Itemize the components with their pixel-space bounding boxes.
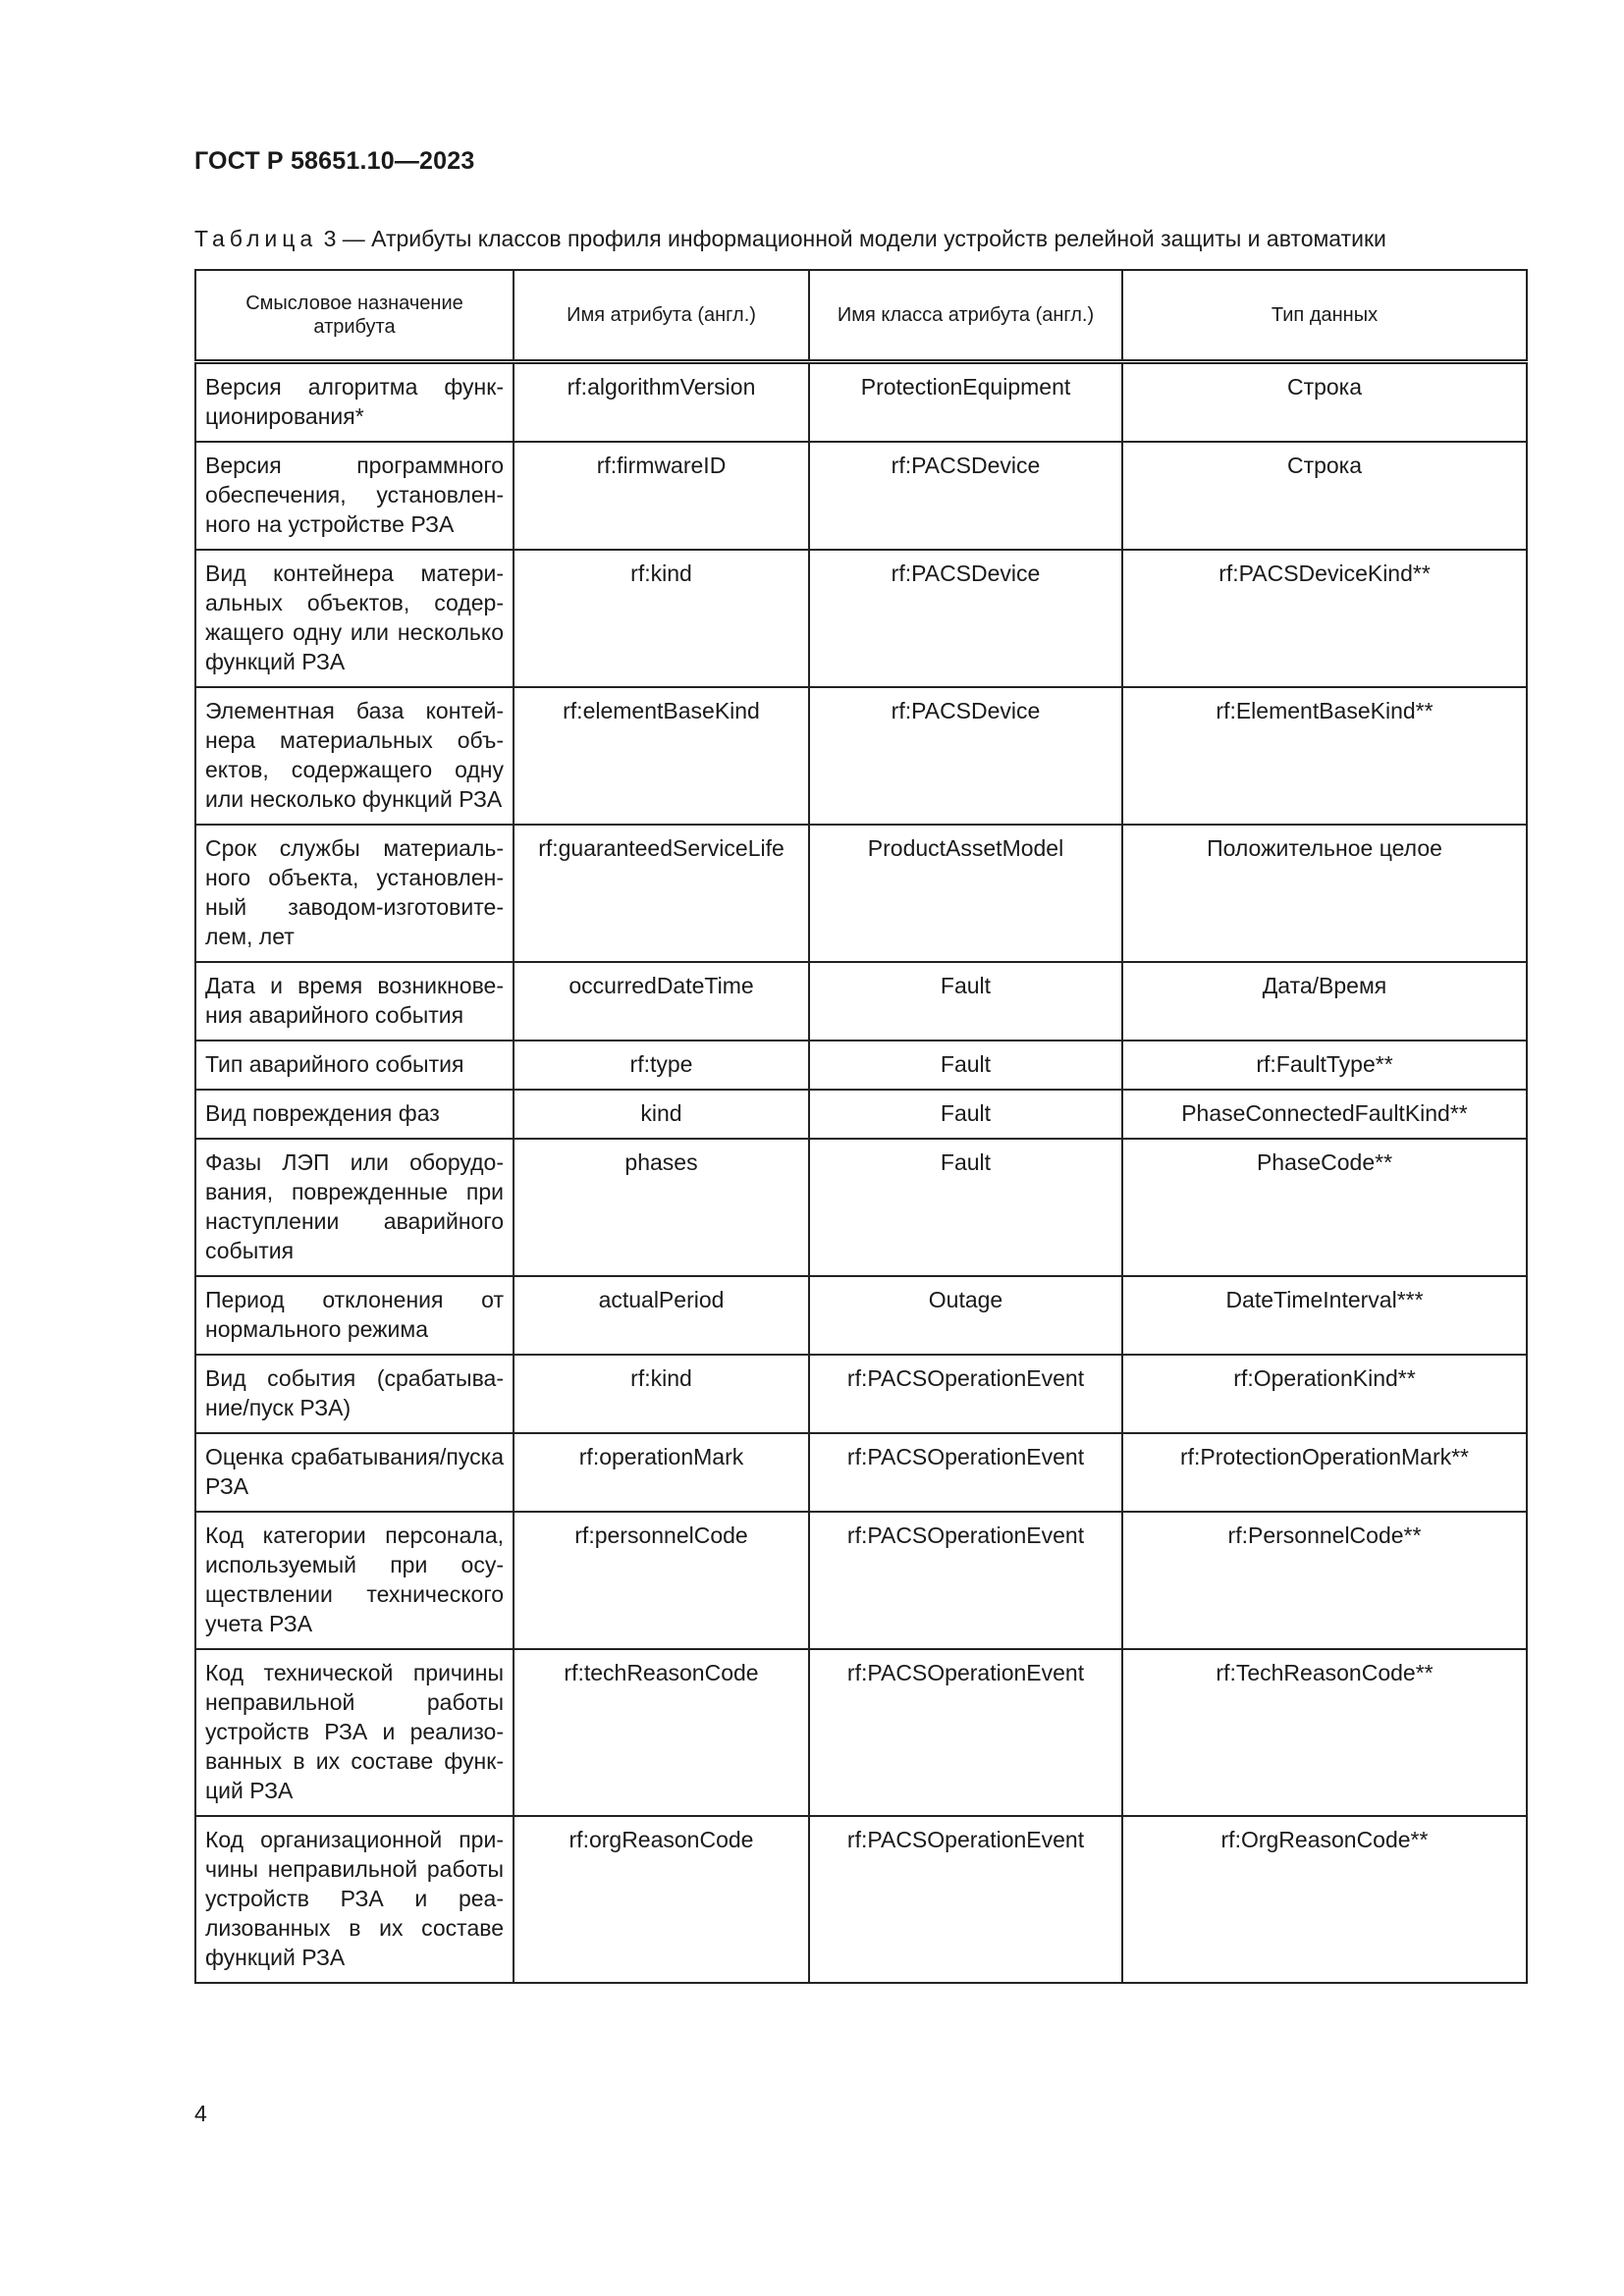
table-row [195,962,1527,1041]
attributes-table [194,269,1528,1984]
cell-attribute-class: rf:PACSDevice [809,442,1122,550]
cell-attribute-class: Fault [809,1041,1122,1090]
cell-data-type: rf:OperationKind** [1122,1355,1527,1433]
cell-attribute-class: ProductAssetModel [809,825,1122,962]
cell-attribute-name: rf:operationMark [514,1433,809,1512]
table-row [195,1433,1527,1512]
cell-purpose: Код технической причины неправильной работы устройств РЗА и реализованных в их составе функций РЗА [195,1649,514,1816]
cell-purpose: Дата и время возникновения аварийного события [195,962,514,1041]
cell-attribute-name: phases [514,1139,809,1276]
table-row [195,1276,1527,1355]
cell-purpose: Срок службы материального объекта, установленный заводом-изготовителем, лет [195,825,514,962]
cell-data-type: Строка [1122,362,1527,443]
cell-attribute-name: rf:algorithmVersion [514,362,809,443]
cell-attribute-class: Fault [809,1090,1122,1139]
cell-attribute-name: occurredDateTime [514,962,809,1041]
cell-purpose: Фазы ЛЭП или оборудования, поврежденные при наступлении аварийного события [195,1139,514,1276]
cell-attribute-name: rf:type [514,1041,809,1090]
cell-attribute-class: rf:PACSOperationEvent [809,1649,1122,1816]
cell-attribute-class: rf:PACSOperationEvent [809,1816,1122,1983]
table-caption-word: Таблица [194,226,318,251]
cell-attribute-name: rf:elementBaseKind [514,687,809,825]
cell-purpose: Вид события (срабатывание/пуск РЗА) [195,1355,514,1433]
table-row [195,1090,1527,1139]
cell-purpose: Тип аварийного события [195,1041,514,1090]
cell-attribute-name: rf:orgReasonCode [514,1816,809,1983]
cell-data-type: Строка [1122,442,1527,550]
cell-purpose: Код категории персонала, используемый при осуществлении технического учета РЗА [195,1512,514,1649]
cell-data-type: rf:ProtectionOperationMark** [1122,1433,1527,1512]
cell-attribute-class: Fault [809,1139,1122,1276]
column-header-data-type: Тип данных [1122,270,1527,362]
table-row [195,442,1527,550]
cell-purpose: Период отклонения от нормального режима [195,1276,514,1355]
cell-purpose: Вид повреждения фаз [195,1090,514,1139]
cell-attribute-class: Fault [809,962,1122,1041]
cell-attribute-name: rf:kind [514,1355,809,1433]
cell-data-type: Дата/Время [1122,962,1527,1041]
column-header-purpose: Смысловое назначение атрибута [195,270,514,362]
cell-data-type: rf:OrgReasonCode** [1122,1816,1527,1983]
cell-data-type: rf:FaultType** [1122,1041,1527,1090]
cell-data-type: DateTimeInterval*** [1122,1276,1527,1355]
cell-purpose: Версия алгоритма функционирования* [195,362,514,443]
table-row [195,362,1527,443]
table-caption [194,226,1386,252]
cell-data-type: rf:PACSDeviceKind** [1122,550,1527,687]
cell-attribute-name: rf:firmwareID [514,442,809,550]
table-row [195,687,1527,825]
cell-attribute-name: actualPeriod [514,1276,809,1355]
table-row [195,1512,1527,1649]
cell-attribute-class: Outage [809,1276,1122,1355]
cell-data-type: rf:PersonnelCode** [1122,1512,1527,1649]
table-row [195,1649,1527,1816]
cell-purpose: Оценка срабатывания/пуска РЗА [195,1433,514,1512]
cell-attribute-name: rf:techReasonCode [514,1649,809,1816]
cell-purpose: Вид контейнера материальных объектов, содержащего одну или несколько функций РЗА [195,550,514,687]
column-header-attribute-name: Имя атрибута (англ.) [514,270,809,362]
column-header-attribute-class: Имя класса атрибута (англ.) [809,270,1122,362]
cell-attribute-class: ProtectionEquipment [809,362,1122,443]
cell-attribute-name: rf:kind [514,550,809,687]
cell-attribute-class: rf:PACSDevice [809,550,1122,687]
table-header-row [195,270,1527,362]
table-row [195,1041,1527,1090]
cell-attribute-class: rf:PACSOperationEvent [809,1433,1122,1512]
cell-attribute-class: rf:PACSOperationEvent [809,1355,1122,1433]
cell-attribute-name: rf:guaranteedServiceLife [514,825,809,962]
table-row [195,1355,1527,1433]
table-row [195,550,1527,687]
table-row [195,1139,1527,1276]
cell-purpose: Элементная база контейнера материальных объектов, содержащего одну или несколько функций РЗА [195,687,514,825]
cell-attribute-name: kind [514,1090,809,1139]
cell-purpose: Код организационной причины неправильной работы устройств РЗА и реализованных в их составе функций РЗА [195,1816,514,1983]
cell-data-type: rf:ElementBaseKind** [1122,687,1527,825]
cell-data-type: PhaseCode** [1122,1139,1527,1276]
cell-data-type: Положительное целое [1122,825,1527,962]
cell-data-type: rf:TechReasonCode** [1122,1649,1527,1816]
table-row [195,1816,1527,1983]
document-standard-header: ГОСТ Р 58651.10—2023 [194,147,475,175]
cell-data-type: PhaseConnectedFaultKind** [1122,1090,1527,1139]
cell-attribute-class: rf:PACSDevice [809,687,1122,825]
cell-purpose: Версия программного обеспечения, установленного на устройстве РЗА [195,442,514,550]
table-caption-text: 3 — Атрибуты классов профиля информационной модели устройств релейной защиты и автоматики [317,226,1386,251]
table-row [195,825,1527,962]
cell-attribute-name: rf:personnelCode [514,1512,809,1649]
cell-attribute-class: rf:PACSOperationEvent [809,1512,1122,1649]
page-number: 4 [194,2101,207,2126]
